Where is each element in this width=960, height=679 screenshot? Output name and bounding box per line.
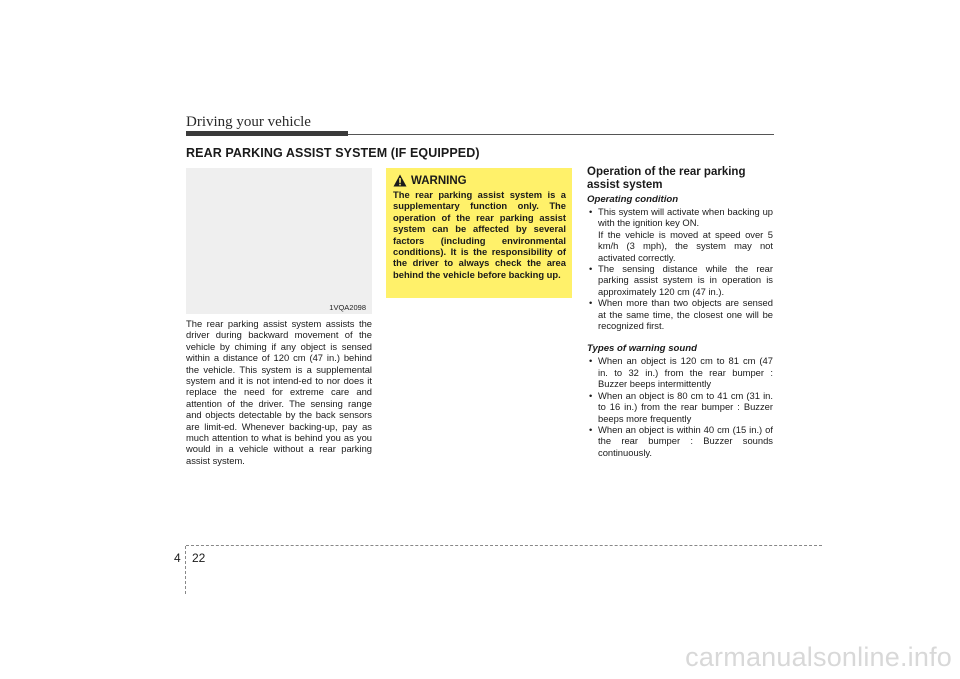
operation-column: [587, 166, 773, 458]
figure-image: [186, 168, 372, 314]
section-heading: REAR PARKING ASSIST SYSTEM (IF EQUIPPED): [186, 146, 480, 160]
operating-condition-subheading: Operating condition: [587, 194, 679, 205]
header-rule: [348, 134, 774, 135]
intro-paragraph: The rear parking assist system assists the driver during backward movement of the vehicle by chiming if any object is sensed within a distance of 120 cm (47 in.) behind the vehicle. This system is a supplemental system and it is not intend-ed to nor does it replace the need for extreme care and attention of the driver. The sensing range and objects detectable by the back sensors are limit-ed. Whenever backing-up, pay as much attention to what is behind you as you would in a vehicle without a rear parking assist system.: [186, 318, 372, 466]
warning-sound-subheading: Types of warning sound: [587, 343, 697, 355]
warning-triangle-icon: [393, 174, 407, 187]
header-bar: [186, 131, 348, 136]
list-item: • When an object is 120 cm to 81 cm (47 in. to 32 in.) from the rear bumper : Buzzer beeps intermittently: [587, 355, 773, 389]
warning-title: WARNING: [411, 174, 467, 187]
footer-rule: [186, 545, 822, 546]
operation-heading: Operation of the rear parking assist system: [587, 166, 746, 191]
chapter-title: Driving your vehicle: [186, 114, 311, 130]
list-item: • When an object is within 40 cm (15 in.) of the rear bumper : Buzzer sounds continuously.: [587, 424, 773, 458]
warning-body: The rear parking assist system is a supplementary function only. The operation of the rear parking assist system can be affected by several factors (including environmental conditions). It is the responsibility of the driver to always check the area behind the vehicle before backing up.: [393, 189, 566, 280]
watermark: carmanualsonline.info: [685, 642, 952, 672]
warning-box: [386, 168, 572, 298]
warning-sound-list: [587, 355, 773, 458]
list-item-text: This system will activate when backing up with the ignition key ON.: [598, 206, 773, 229]
warning-header: [393, 174, 566, 187]
operating-condition-list: [587, 206, 773, 331]
figure-code: 1VQA2098: [329, 303, 366, 312]
list-item: [587, 206, 773, 263]
list-item: • When more than two objects are sensed at the same time, the closest one will be recognized first.: [587, 297, 773, 331]
chapter-number: 4: [174, 551, 181, 565]
page-number: 22: [192, 551, 206, 565]
list-item: • When an object is 80 cm to 41 cm (31 in. to 16 in.) from the rear bumper : Buzzer beeps more frequently: [587, 390, 773, 424]
list-item: • The sensing distance while the rear parking assist system is in operation is approximately 120 cm (47 in.).: [587, 263, 773, 297]
footer-tick: [185, 546, 186, 594]
list-item-continuation: If the vehicle is moved at speed over 5 km/h (3 mph), the system may not activated correctly.: [598, 228, 773, 263]
